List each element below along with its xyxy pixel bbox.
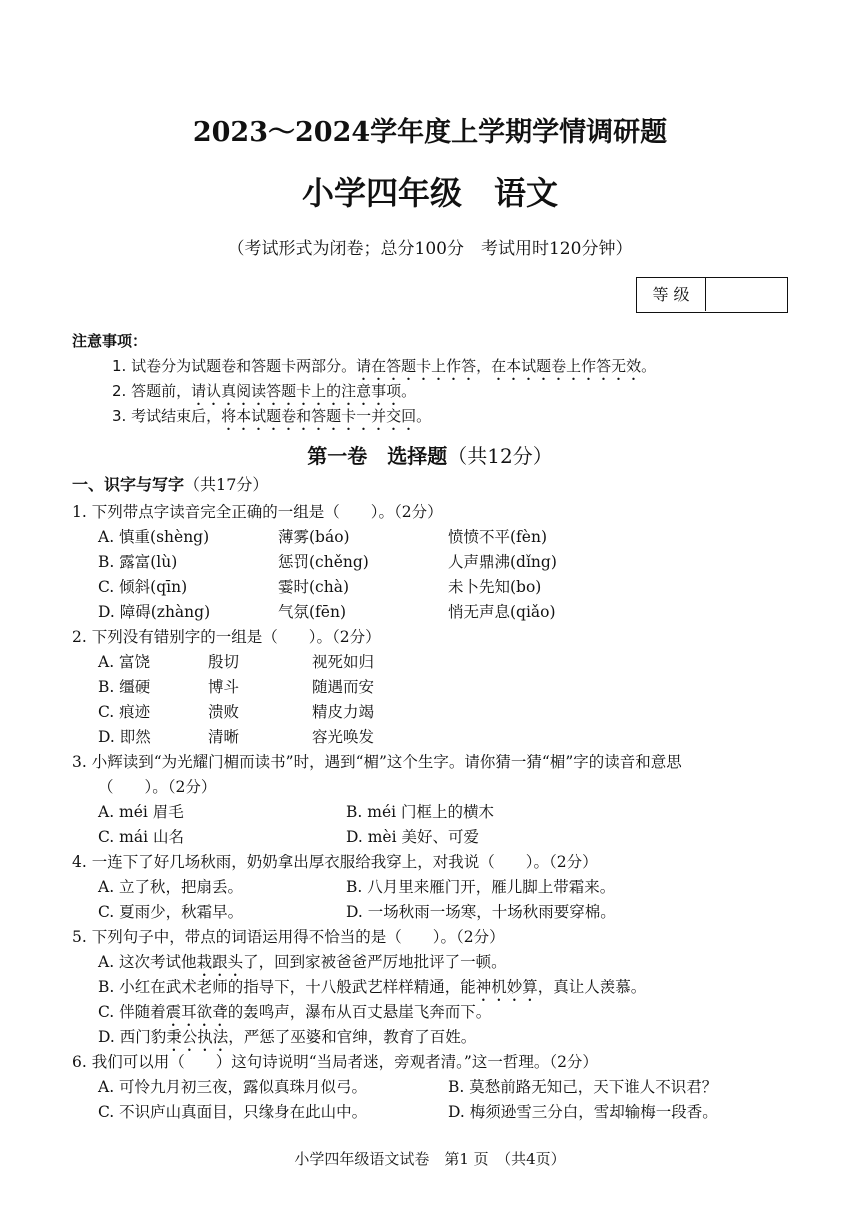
part-title: 第一卷 选择题（共12分） [307,444,553,468]
q1-option: 愤愤不平(fèn) [448,528,547,546]
q5-option: B. 小红在武术老师的指导下，十八般武艺样样精通，能神机妙算，真让人羡慕。 [98,978,647,996]
q6-option: B. 莫愁前路无知己，天下谁人不识君？ [448,1078,718,1096]
q4-option: A. 立了秋，把扇丢。 [98,878,244,896]
q3-option: B. méi 门框上的横木 [346,803,494,821]
q3-option: C. mái 山名 [98,828,184,846]
question-5-stem: 5. 下列句子中，带点的词语运用得不恰当的是（ ）。（2分） [72,928,505,946]
q2-option: 殷切 [208,653,240,671]
q3-option: A. méi 眉毛 [98,803,184,821]
q2-option: 精皮力竭 [312,703,375,721]
q4-option: D. 一场秋雨一场寒，十场秋雨要穿棉。 [346,903,616,921]
q1-option: 未卜先知(bo) [448,578,542,596]
q2-option: 视死如归 [312,653,375,671]
notice-heading: 注意事项： [72,332,148,350]
q2-option: 容光唤发 [312,728,375,746]
q1-option: 薄雾(báo) [278,528,350,546]
q2-option: C. 痕迹 [98,703,151,721]
notice-item: 3. 考试结束后，将本试题卷和答题卡一并交回。 [112,407,432,425]
q1-option: 悄无声息(qiǎo) [448,603,556,621]
q6-option: A. 可怜九月初三夜，露似真珠月似弓。 [98,1078,368,1096]
q1-option: A. 慎重(shèng) [98,528,210,546]
q1-option: D. 障碍(zhàng) [98,603,211,621]
grade-box [636,277,788,313]
q3-option: D. mèi 美好、可爱 [346,828,479,846]
q2-option: D. 即然 [98,728,151,746]
q2-option: 清晰 [208,728,240,746]
q2-option: A. 富饶 [98,653,151,671]
q1-option: 惩罚(chěng) [278,553,369,571]
exam-info: （考试形式为闭卷；总分100分 考试用时120分钟） [227,239,633,259]
page-footer: 小学四年级语文试卷 第1 页 （共4页） [294,1150,566,1168]
exam-title: 2023～2024学年度上学期学情调研题 [192,117,668,148]
section-title: 一、识字与写字（共17分） [72,475,269,494]
q1-option: B. 露富(lù) [98,553,178,571]
question-2-stem: 2. 下列没有错别字的一组是（ ）。（2分） [72,628,381,646]
question-4-stem: 4. 一连下了好几场秋雨，奶奶拿出厚衣服给我穿上，对我说（ ）。（2分） [72,853,598,871]
q5-option: A. 这次考试他栽跟头了，回到家被爸爸严厉地批评了一顿。 [98,953,507,971]
q4-option: B. 八月里来雁门开，雁儿脚上带霜来。 [346,878,616,896]
q1-option: 人声鼎沸(dǐng) [448,553,557,571]
q6-option: C. 不识庐山真面目，只缘身在此山中。 [98,1103,368,1121]
q1-option: 气氛(fēn) [278,603,346,621]
question-6-stem: 6. 我们可以用（ ）这句诗说明“当局者迷，旁观者清。”这一哲理。（2分） [72,1053,598,1071]
notice-item: 1. 试卷分为试题卷和答题卡两部分。请在答题卡上作答，在本试题卷上作答无效。 [112,357,657,375]
notice-item: 2. 答题前，请认真阅读答题卡上的注意事项。 [112,382,417,400]
question-3-stem: 3. 小辉读到“为光耀门楣而读书”时，遇到“楣”这个生字。请你猜一猜“楣”字的读音和意思 [72,753,682,771]
q2-option: 随遇而安 [312,678,375,696]
q4-option: C. 夏雨少，秋霜早。 [98,903,244,921]
q6-option: D. 梅须逊雪三分白，雪却输梅一段香。 [448,1103,718,1121]
q2-option: 溃败 [208,703,240,721]
q2-option: B. 缰硬 [98,678,151,696]
q1-option: C. 倾斜(qīn) [98,578,188,596]
exam-subtitle: 小学四年级 语文 [301,174,558,212]
question-3-stem-cont: （ ）。（2分） [98,778,217,796]
q5-option: D. 西门豹秉公执法，严惩了巫婆和官绅，教育了百姓。 [98,1028,477,1046]
q1-option: 霎时(chà) [278,578,349,596]
question-1-stem: 1. 下列带点字读音完全正确的一组是（ ）。（2分） [72,503,443,521]
q5-option: C. 伴随着震耳欲聋的轰鸣声，瀑布从百丈悬崖飞奔而下。 [98,1003,492,1021]
grade-label: 等 级 [637,278,706,311]
q2-option: 博斗 [208,678,240,696]
